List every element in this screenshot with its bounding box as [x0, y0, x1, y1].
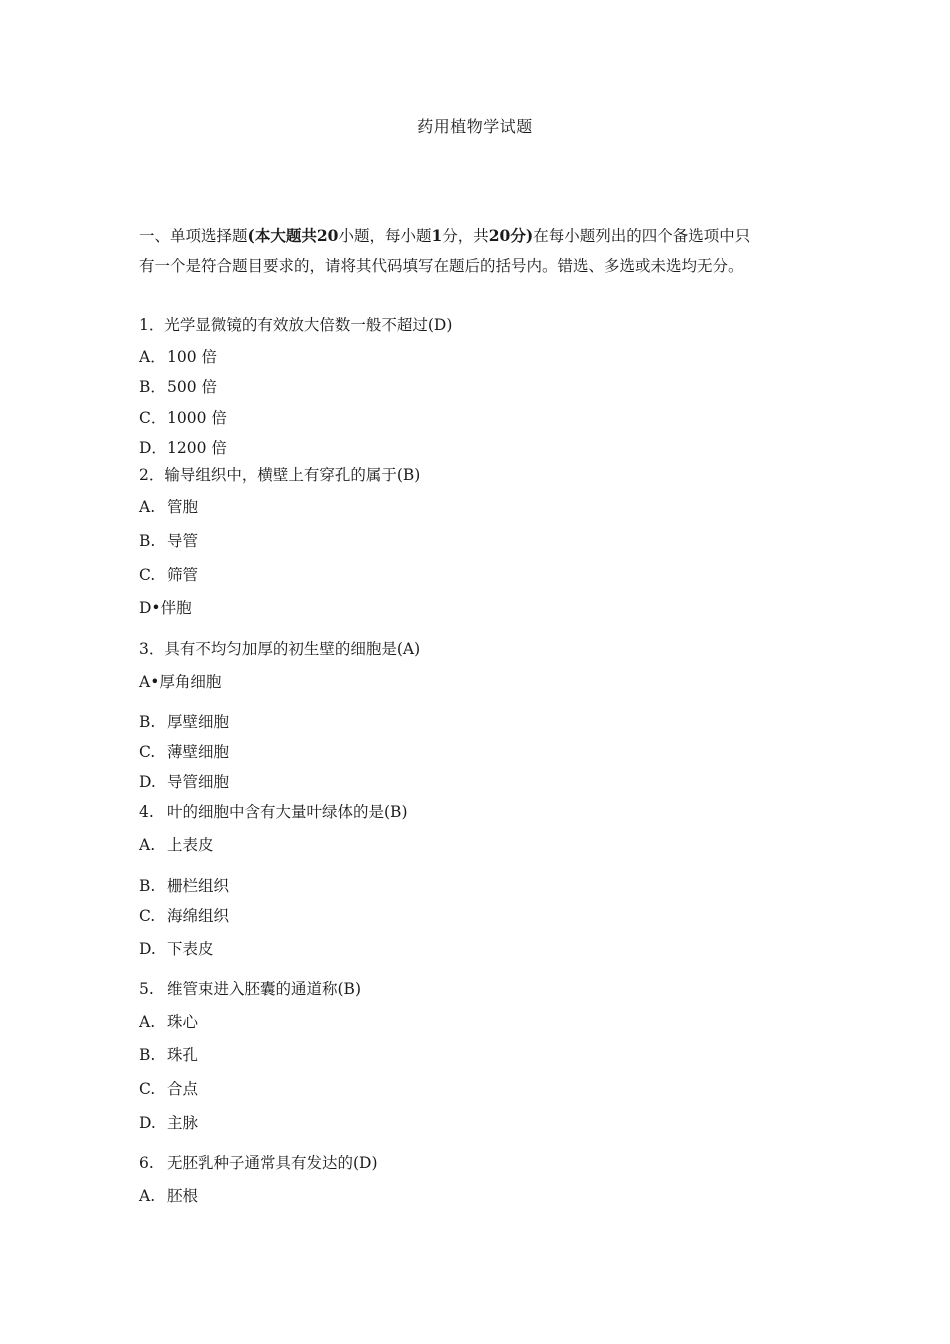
- line-text: 无胚乳种子通常具有发达的(D): [167, 1154, 378, 1172]
- option-letter: A.: [139, 836, 156, 854]
- option-line: [139, 876, 229, 896]
- option-letter: C.: [139, 907, 156, 925]
- line-text: 海绵组织: [167, 907, 230, 925]
- line-text: 2．输导组织中，横壁上有穿孔的属于(B): [139, 466, 421, 484]
- line-text: 维管束进入胚囊的通道称(B): [167, 980, 361, 998]
- line-text: 合点: [167, 1080, 199, 1098]
- option-letter: B.: [139, 532, 156, 550]
- option-letter: B.: [139, 713, 156, 731]
- option-letter: 6.: [139, 1154, 154, 1172]
- option-letter: A.: [139, 1013, 156, 1031]
- line-text: 管胞: [167, 498, 199, 516]
- option-line: [139, 906, 229, 926]
- line-text: 珠孔: [167, 1046, 199, 1064]
- option-letter: A．: [139, 348, 166, 366]
- question-line: [139, 672, 221, 692]
- line-text: 导管: [167, 532, 199, 550]
- question-line: [139, 315, 452, 335]
- option-line: [139, 377, 217, 397]
- line-text: 1．光学显微镜的有效放大倍数一般不超过(D): [139, 316, 453, 334]
- option-letter: C.: [139, 1080, 156, 1098]
- option-line: [139, 742, 229, 762]
- line-text: 100 倍: [167, 348, 218, 366]
- option-line: [139, 802, 408, 822]
- option-line: [139, 979, 361, 999]
- option-letter: A.: [139, 498, 156, 516]
- line-text: A•厚角细胞: [139, 673, 222, 691]
- line-text: 胚根: [167, 1187, 199, 1205]
- option-letter: D.: [139, 940, 156, 958]
- line-text: 1000 倍: [167, 409, 227, 427]
- line-text: 500 倍: [167, 378, 218, 396]
- question-line: [139, 598, 192, 618]
- option-line: [139, 1113, 198, 1133]
- line-text: 筛管: [167, 566, 199, 584]
- option-letter: 5.: [139, 980, 154, 998]
- line-text: 3．具有不均匀加厚的初生壁的细胞是(A): [139, 640, 421, 658]
- section-instructions-line-2: 有一个是符合题目要求的，请将其代码填写在题后的括号内。错选、多选或未选均无分。: [139, 257, 744, 275]
- option-line: [139, 835, 214, 855]
- option-line: [139, 712, 229, 732]
- line-text: 厚壁细胞: [167, 713, 230, 731]
- option-letter: D.: [139, 1114, 156, 1132]
- question-line: [139, 465, 420, 485]
- option-letter: 4.: [139, 803, 154, 821]
- line-text: 下表皮: [167, 940, 214, 958]
- option-line: [139, 1045, 198, 1065]
- option-line: [139, 565, 198, 585]
- option-line: [139, 438, 227, 458]
- document-title: 药用植物学试题: [417, 117, 533, 136]
- option-line: [139, 1012, 198, 1032]
- option-letter: B.: [139, 877, 156, 895]
- option-letter: D．: [139, 439, 167, 457]
- option-letter: C.: [139, 743, 156, 761]
- question-line: [139, 639, 420, 659]
- option-letter: C．: [139, 409, 167, 427]
- line-text: 导管细胞: [167, 773, 230, 791]
- line-text: 薄壁细胞: [167, 743, 230, 761]
- line-text: 叶的细胞中含有大量叶绿体的是(B): [167, 803, 408, 821]
- line-text: D•伴胞: [139, 599, 192, 617]
- option-line: [139, 408, 227, 428]
- line-text: 珠心: [167, 1013, 199, 1031]
- line-text: 主脉: [167, 1114, 199, 1132]
- option-line: [139, 497, 198, 517]
- option-line: [139, 1079, 198, 1099]
- option-line: [139, 1186, 198, 1206]
- line-text: 上表皮: [167, 836, 214, 854]
- option-letter: A.: [139, 1187, 156, 1205]
- section-instructions-line-1: 一、单项选择题(本大题共20小题，每小题1分，共20分)在每小题列出的四个备选项中只: [139, 226, 751, 245]
- option-letter: B．: [139, 378, 166, 396]
- option-line: [139, 1153, 378, 1173]
- option-letter: B.: [139, 1046, 156, 1064]
- option-line: [139, 347, 217, 367]
- line-text: 栅栏组织: [167, 877, 230, 895]
- option-letter: D.: [139, 773, 156, 791]
- option-letter: C.: [139, 566, 156, 584]
- option-line: [139, 939, 214, 959]
- option-line: [139, 531, 198, 551]
- option-line: [139, 772, 229, 792]
- line-text: 1200 倍: [167, 439, 227, 457]
